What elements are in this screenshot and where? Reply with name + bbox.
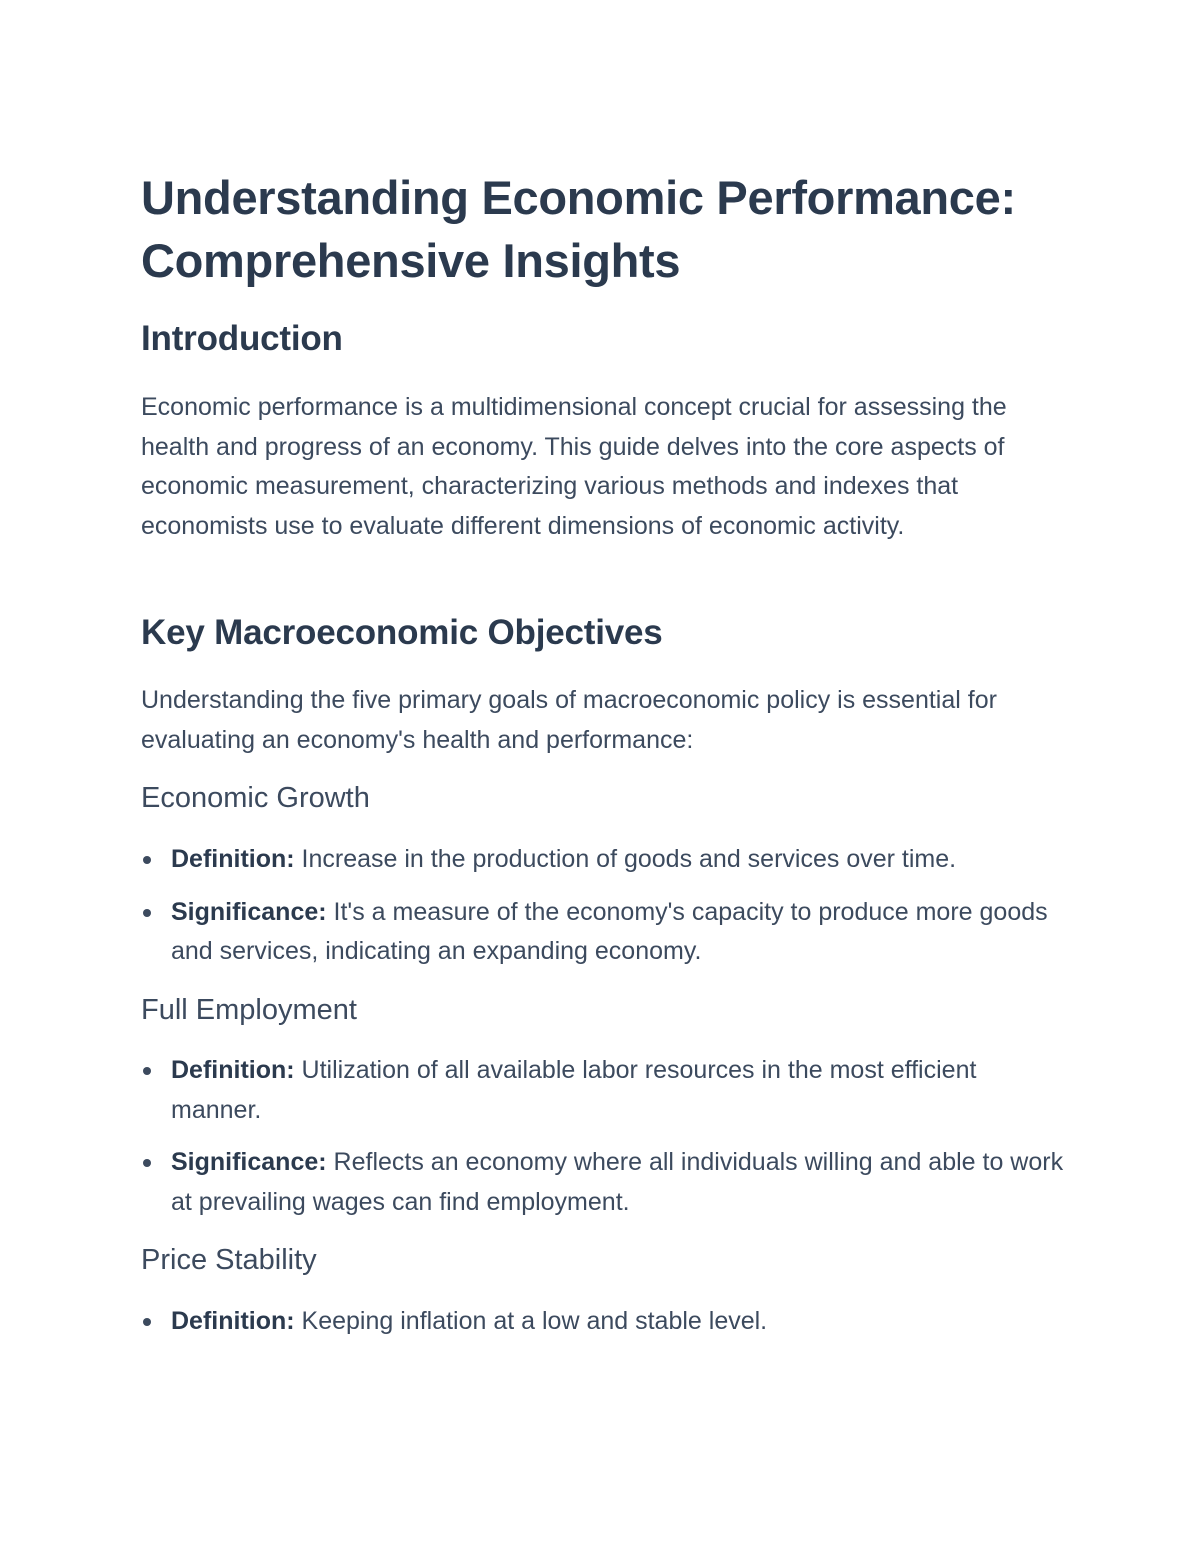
bullet-icon [143,909,151,917]
item-text: Keeping inflation at a low and stable level. [294,1307,768,1335]
economic-growth-list [141,840,1071,985]
list-item [141,1302,1071,1342]
list-item [141,1143,1071,1222]
bullet-icon [143,1318,151,1326]
item-term: Significance: [171,1148,327,1176]
bullet-icon [143,1067,151,1075]
bullet-icon [143,1159,151,1167]
list-item [141,1051,1071,1130]
list-item [141,893,1071,972]
introduction-paragraph: Economic performance is a multidimensional concept crucial for assessing the health and progress of an economy. This guide delves into the core aspects of economic measurement, characterizing various methods and indexes that economists use to evaluate different dimensions of economic activity. [141,393,1007,540]
bullet-icon [143,856,151,864]
full-employment-heading: Full Employment [141,994,357,1026]
item-text: It's a measure of the economy's capacity to produce more goods and services, indicating an expanding economy. [171,897,1048,965]
price-stability-heading: Price Stability [141,1244,317,1276]
item-term: Definition: [171,845,295,873]
list-item [141,840,1071,880]
full-employment-list [141,1051,1071,1235]
objectives-heading: Key Macroeconomic Objectives [141,613,663,652]
objectives-paragraph: Understanding the five primary goals of macroeconomic policy is essential for evaluating an economy's health and performance: [141,686,997,754]
item-term: Significance: [171,897,327,926]
item-term: Definition: [171,1307,295,1335]
introduction-heading: Introduction [141,319,343,358]
document-title: Understanding Economic Performance: Comprehensive Insights [141,171,1016,287]
price-stability-list [141,1302,1071,1355]
item-text: Utilization of all available labor resources in the most efficient manner. [171,1056,977,1124]
item-text: Increase in the production of goods and services over time. [294,845,957,873]
item-term: Definition: [171,1056,295,1084]
item-text: Reflects an economy where all individuals willing and able to work at prevailing wages can find employment. [171,1148,1064,1216]
economic-growth-heading: Economic Growth [141,782,370,814]
